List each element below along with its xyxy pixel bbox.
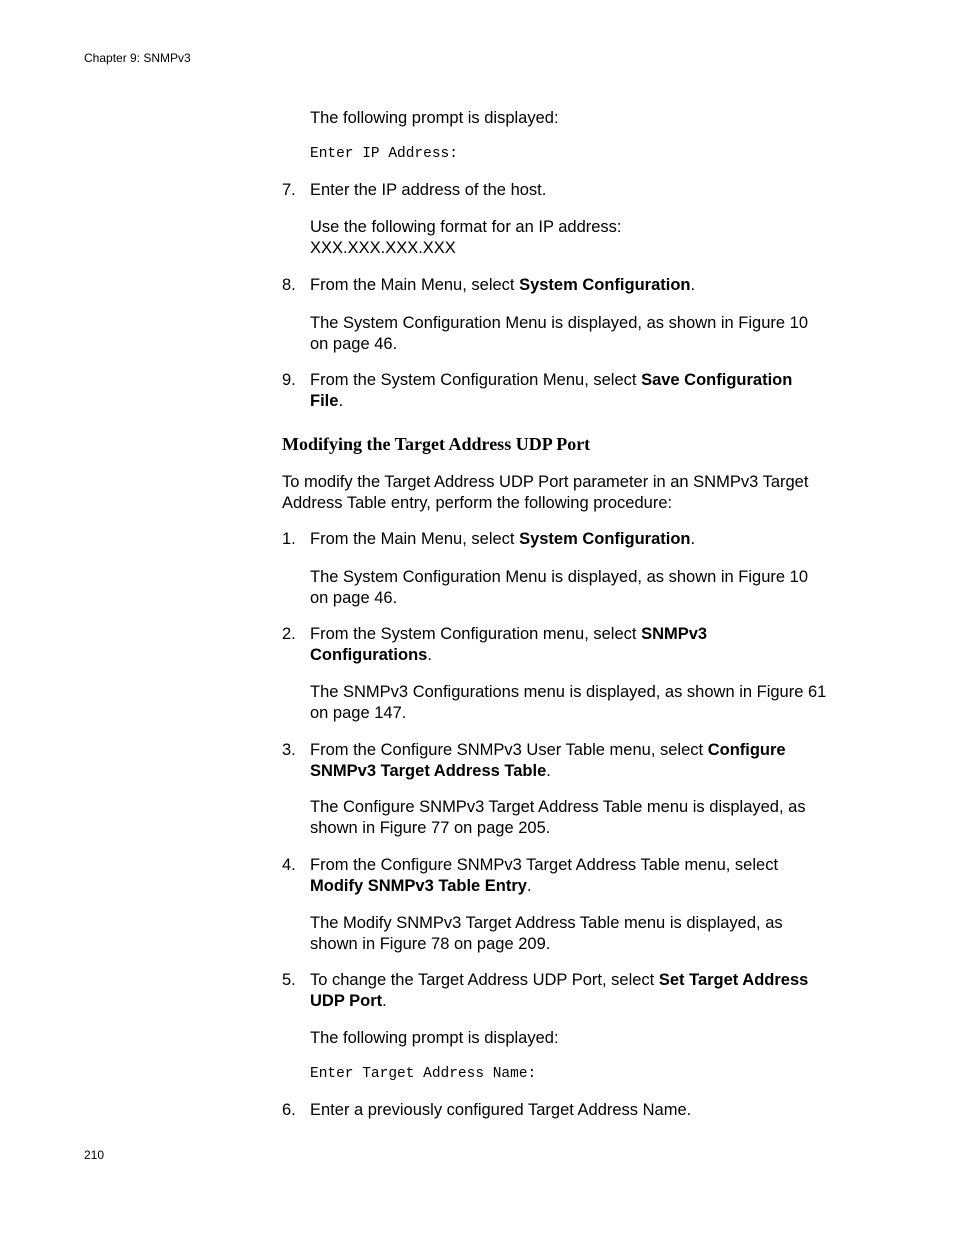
step-number: 3. (282, 741, 296, 759)
ip-format-note (310, 217, 622, 258)
step-text: From the Configure SNMPv3 User Table menu, select Configure SNMPv3 Target Address Table. (310, 741, 786, 780)
running-header: Chapter 9: SNMPv3 (84, 51, 191, 65)
menu-option: File (310, 391, 339, 410)
code-prompt-target-name: Enter Target Address Name: (310, 1066, 537, 1082)
sysconf-note-1: The System Configuration Menu is displayed, as shown in Figure 10 on page 46. (310, 314, 809, 353)
menu-option: Set Target Address (658, 971, 809, 989)
step-text: To change the Target Address UDP Port, select Set Target Address UDP Port. (310, 971, 809, 1010)
section-intro: To modify the Target Address UDP Port parameter in an SNMPv3 Target Address Table entry, perform the following procedure: (282, 473, 809, 512)
step-text: From the System Configuration Menu, select Save Configuration File. (310, 371, 793, 410)
step-number: 7. (282, 181, 296, 199)
proc-step-1-note: The System Configuration Menu is displayed, as shown in Figure 10 on page 46. (310, 568, 809, 607)
menu-option: System Configuration (519, 530, 691, 548)
step-number: 8. (282, 276, 296, 294)
menu-option: System Configuration (519, 276, 691, 294)
step-number: 4. (282, 856, 296, 874)
step-text: From the Configure SNMPv3 Target Address Table menu, select Modify SNMPv3 Table Entry. (310, 856, 779, 895)
prompt-intro-2: The following prompt is displayed: (310, 1029, 559, 1047)
prompt-intro-1: The following prompt is displayed: (310, 109, 559, 127)
proc-step-2-note: The SNMPv3 Configurations menu is displayed, as shown in Figure 61 on page 147. (310, 683, 827, 722)
ip-format-line-1: Use the following format for an IP address: (310, 218, 622, 236)
page-number: 210 (84, 1148, 105, 1162)
menu-option: Modify SNMPv3 Table Entry (310, 876, 527, 895)
step-text: From the Main Menu, select System Configuration. (310, 530, 696, 548)
step-number: 5. (282, 971, 296, 989)
step-number: 2. (282, 625, 296, 643)
step-number: 1. (282, 530, 296, 548)
ip-format-line-2: XXX.XXX.XXX.XXX (310, 238, 456, 257)
step-number: 9. (282, 371, 296, 389)
menu-option: SNMPv3 Target Address Table (310, 761, 547, 780)
menu-option: SNMPv3 (641, 625, 708, 643)
menu-option: UDP Port (310, 991, 383, 1010)
menu-option: Save Configuration (641, 371, 793, 389)
step-text: Enter the IP address of the host. (310, 181, 547, 199)
proc-step-3-note: The Configure SNMPv3 Target Address Table menu is displayed, as shown in Figure 77 on page 205. (310, 798, 806, 837)
step-number: 6. (282, 1101, 296, 1119)
proc-step-4-note: The Modify SNMPv3 Target Address Table menu is displayed, as shown in Figure 78 on page 209. (310, 914, 783, 953)
step-text: From the System Configuration menu, select SNMPv3 Configurations. (310, 625, 708, 664)
code-prompt-ip: Enter IP Address: (310, 146, 458, 162)
step-text: From the Main Menu, select System Configuration. (310, 276, 696, 294)
section-heading: Modifying the Target Address UDP Port (282, 434, 591, 454)
step-text: Enter a previously configured Target Address Name. (310, 1101, 692, 1119)
menu-option: Configure (707, 741, 786, 759)
menu-option: Configurations (310, 645, 428, 664)
